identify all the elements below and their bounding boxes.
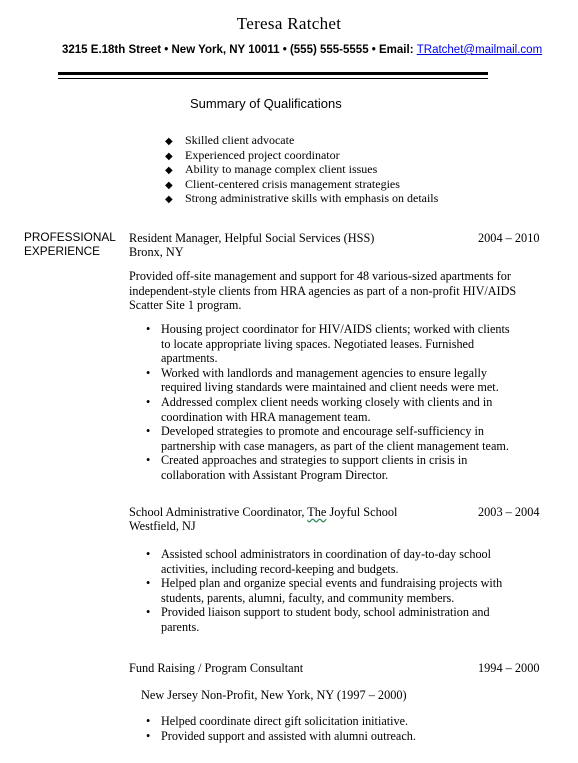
bullet-icon: • (146, 365, 151, 380)
bullet-icon: • (146, 576, 151, 591)
list-item: • Created approaches and strategies to support clients in crisis in collaboration with Assistant Program Director. (146, 453, 468, 482)
list-item: • Provided support and assisted with alumni outreach. (146, 728, 416, 743)
list-item: • Provided liaison support to student body, school administration and parents. (146, 605, 490, 634)
contact-line (62, 44, 542, 56)
list-item: • Helped plan and organize special events and fundraising projects with students, parents, alumni, faculty, and community members. (146, 576, 503, 605)
bullet-icon: • (146, 714, 151, 728)
summary-item: Ability to manage complex client issues (185, 162, 378, 177)
diamond-bullet-icon: ◆ (165, 194, 173, 206)
job-subtitle: New Jersey Non-Profit, New York, NY (1997 – 2000) (141, 688, 407, 702)
job-bullets (144, 547, 502, 635)
job-title: Resident Manager, Helpful Social Services (HSS) (129, 231, 375, 245)
list-item (165, 162, 438, 177)
contact-details: 3215 E.18th Street • New York, NY 10011 • (555) 555-5555 • Email: (62, 44, 417, 56)
job-dates: 2003 – 2004 (478, 505, 540, 519)
summary-title: Summary of Qualifications (190, 96, 342, 111)
diamond-bullet-icon: ◆ (165, 165, 173, 177)
header-rule-thin (58, 78, 488, 79)
job-bullets (144, 714, 416, 743)
list-item (165, 191, 438, 206)
list-item: • Assisted school administrators in coordination of day-to-day school activities, including record-keeping and budgets. (146, 547, 492, 576)
job-dates: 2004 – 2010 (478, 231, 540, 245)
spellcheck-word: The (307, 505, 327, 519)
job-location: Westfield, NJ (129, 519, 196, 533)
bullet-icon: • (146, 424, 151, 439)
section-label: PROFESSIONAL EXPERIENCE (24, 230, 116, 258)
resume-name: Teresa Ratchet (236, 14, 342, 33)
summary-item: Experienced project coordinator (185, 147, 340, 162)
diamond-bullet-icon: ◆ (165, 136, 173, 147)
list-item: • Developed strategies to promote and encourage self-sufficiency in partnership with case managers, as part of the client management team. (146, 424, 509, 453)
summary-item: Strong administrative skills with emphasis on details (185, 191, 439, 206)
email-link[interactable]: TRatchet@mailmail.com (416, 44, 543, 56)
list-item (165, 133, 438, 148)
job-title: School Administrative Coordinator, The Joyful School (129, 505, 398, 519)
bullet-icon: • (146, 547, 151, 561)
job-description (129, 269, 516, 313)
list-item (165, 177, 438, 192)
list-item (165, 148, 438, 163)
diamond-bullet-icon: ◆ (165, 150, 173, 162)
description-line: Scatter Site 1 program. (129, 298, 242, 313)
bullet-icon: • (146, 605, 151, 620)
bullet-icon: • (146, 453, 151, 468)
job-title: Fund Raising / Program Consultant (129, 661, 304, 675)
job-dates: 1994 – 2000 (478, 661, 540, 675)
bullet-icon: • (146, 728, 151, 743)
description-line: Provided off-site management and support for 48 various-sized apartments for (129, 269, 511, 283)
list-item: • Worked with landlords and management agencies to ensure legally required living standards were maintained and client needs were met. (146, 365, 499, 395)
summary-item: Client-centered crisis management strategies (185, 176, 400, 191)
list-item: • Housing project coordinator for HIV/AIDS clients; worked with clients to locate appropriate living spaces. Negotiated leases. Furnished apartments. (146, 322, 510, 366)
diamond-bullet-icon: ◆ (165, 179, 173, 191)
list-item: • Addressed complex client needs working closely with clients and in coordination with HRA management team. (146, 394, 493, 424)
job-bullets (144, 322, 510, 483)
job-location: Bronx, NY (129, 245, 184, 259)
header-rule-thick (58, 72, 488, 75)
summary-item: Skilled client advocate (185, 133, 295, 147)
list-item: • Helped coordinate direct gift solicitation initiative. (146, 714, 409, 728)
summary-list (165, 133, 438, 206)
description-line: independent-style clients from HRA agencies as part of a non-profit HIV/AIDS (129, 283, 517, 298)
bullet-icon: • (146, 394, 151, 409)
bullet-icon: • (146, 322, 151, 336)
